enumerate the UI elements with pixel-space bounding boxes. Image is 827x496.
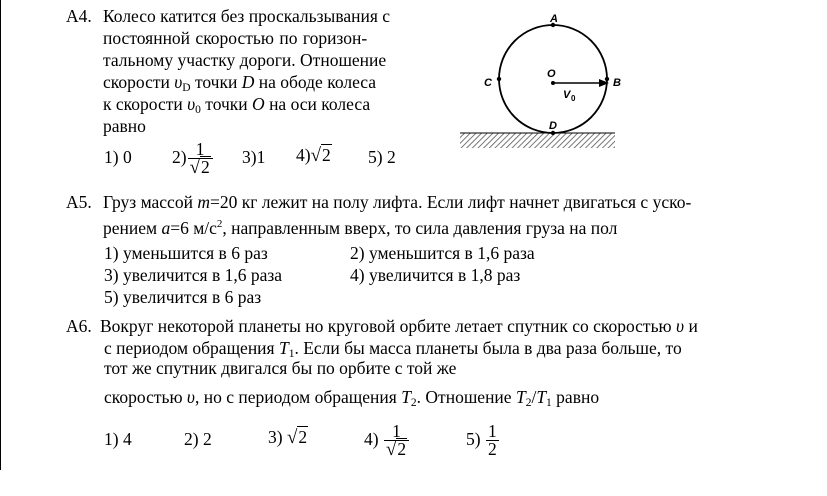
label-v: V <box>563 89 571 101</box>
a5-option-4: 4) увеличится в 1,8 раз <box>350 265 521 285</box>
a5-text-line-2: рением a=6 $м/с^2$, направленным вверх, то сила давления груза на пол <box>103 218 618 238</box>
a4-label: A4. <box>66 6 92 26</box>
a6-text-line-3: тот же спутник двигался бы по орбите с той же <box>104 358 457 378</box>
road-surface <box>460 133 615 148</box>
a5-option-1: 1) уменьшится в 6 раз <box>104 243 268 263</box>
a6-option-4: 4) $\frac{1}{√2}$ <box>364 416 410 462</box>
a6-text-line-2: с периодом обращения $T_1$. Если бы масса планеты была в два раза больше, то <box>104 338 682 360</box>
label-b: B <box>613 77 621 89</box>
a4-text-line-5: к скорости $\upsilon_0$ точки O на оси колеса <box>103 94 371 116</box>
a4-text-line-3: тальному участку дороги. Отношение <box>103 50 387 70</box>
a5-text-line-1: Груз массой m=20 кг лежит на полу лифта. Если лифт начнет двигаться с уско- <box>103 192 692 212</box>
a6-text-line-4: скоростью υ, но с периодом обращения $T_2$. Отношение $T_2/T_1$ равно <box>104 387 600 409</box>
a5-option-2: 2) уменьшится в 1,6 раза <box>350 243 535 263</box>
label-d: D <box>549 120 557 132</box>
a4-text-line-4: скорости $\upsilon_D$ точки D на ободе колеса <box>103 72 377 94</box>
a4-text-line-1: Колесо катится без проскальзывания с <box>103 6 391 26</box>
a6-option-1: 1) 4 <box>104 429 132 449</box>
a6-text-line-1: Вокруг некоторой планеты но круговой орбите летает спутник со скоростью υ и <box>100 316 698 336</box>
page-left-border <box>0 0 1 470</box>
label-a: A <box>550 13 558 25</box>
a5-option-5: 5) увеличится в 6 раз <box>104 287 262 307</box>
a4-option-4: 4)√2 <box>296 145 331 166</box>
a5-option-3: 3) увеличится в 1,6 раза <box>104 265 283 285</box>
a4-option-3: 3)1 <box>242 147 266 167</box>
a4-option-1: 1) 0 <box>104 147 132 167</box>
a6-option-5: 5) $\frac{1}{2}$ <box>466 421 497 460</box>
a6-option-3: 3) √2 <box>268 427 308 448</box>
wheel-figure <box>455 12 621 152</box>
label-o: O <box>547 68 556 80</box>
a4-text-line-6: равно <box>103 116 146 136</box>
a4-text-line-2: постоянной скоростью по горизон- <box>103 28 368 48</box>
a6-label: A6. <box>66 316 92 336</box>
a5-label: A5. <box>66 192 92 212</box>
a4-option-5: 5) 2 <box>368 147 396 167</box>
label-v-sub: 0 <box>571 94 576 103</box>
label-c: C <box>484 77 492 89</box>
point-b-dot <box>605 77 609 81</box>
a6-option-2: 2) 2 <box>184 429 212 449</box>
point-c-dot <box>497 77 501 81</box>
a4-option-2: 2) $\frac{1}{√2}$ <box>172 134 214 180</box>
